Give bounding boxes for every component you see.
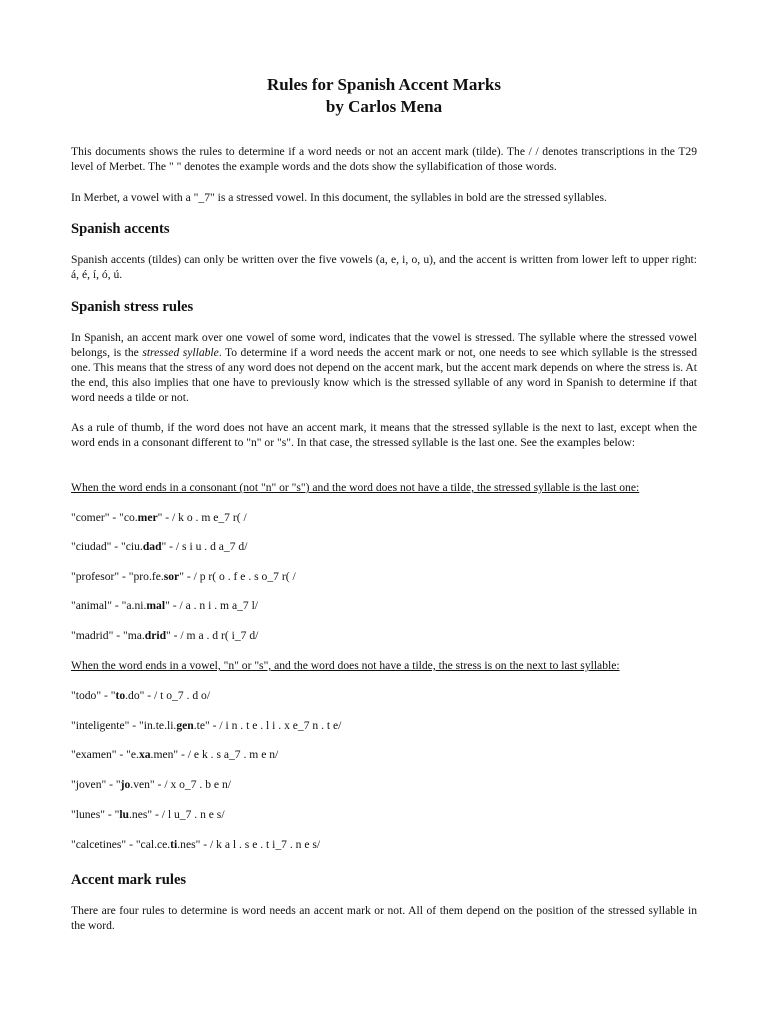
example-transcription: " - / a . n i . m a_7 l/ [165, 599, 259, 612]
stressed-syllable: gen [176, 719, 194, 732]
example-prefix: "calcetines" - "cal.ce. [71, 838, 171, 851]
example-prefix: "todo" - " [71, 689, 116, 702]
example-row [71, 510, 247, 525]
example-row [71, 628, 258, 643]
example-prefix: "inteligente" - "in.te.li. [71, 719, 177, 732]
intro-paragraph-1: This documents shows the rules to determine if a word needs or not an accent mark (tilde). The / / denotes transcriptions in the T29 level of Merbet. The " " denotes the example words and the dots show the syllabification of those words. [71, 145, 697, 173]
example-prefix: "comer" - "co. [71, 511, 138, 524]
intro-paragraph-2: In Merbet, a vowel with a "_7" is a stressed vowel. In this document, the syllables in bold are the stressed syllables. [71, 191, 607, 204]
example-transcription: .nes" - / k a l . s e . t i_7 . n e s/ [177, 838, 321, 851]
example-row [71, 747, 278, 762]
stressed-syllable: sor [163, 570, 180, 583]
example-prefix: "lunes" - " [71, 808, 120, 821]
accent-rules-paragraph: There are four rules to determine is word needs an accent mark or not. All of them depend on the position of the stressed syllable in the word. [71, 904, 697, 932]
example-row [71, 688, 210, 703]
stressed-syllable: ti [170, 838, 178, 851]
stressed-syllable: jo [120, 778, 131, 791]
example-transcription: .do" - / t o_7 . d o/ [125, 689, 211, 702]
heading-accent-mark-rules: Accent mark rules [71, 872, 187, 888]
stress-paragraph-2: As a rule of thumb, if the word does not have an accent mark, it means that the stressed syllable is the next to last, except when the word ends in a consonant different to "n" or "s". In that case, the stressed syllable is the last one. See the examples below: [71, 421, 697, 449]
stressed-syllable-term: stressed syllable [142, 346, 219, 359]
example-row [71, 718, 341, 733]
example-prefix: "profesor" - "pro.fe. [71, 570, 164, 583]
example-transcription: " - / p r( o . f e . s o_7 r( / [179, 570, 296, 583]
example-row [71, 539, 247, 554]
example-transcription: " - / m a . d r( i_7 d/ [166, 629, 259, 642]
accents-paragraph: Spanish accents (tildes) can only be written over the five vowels (a, e, i, o, u), and the accent is written from lower left to upper right: á, é, í, ó, ú. [71, 253, 697, 281]
stress-paragraph-1-part-b: . To determine if a word needs the accent mark or not, one needs to see which syllable is the stressed one. This means that the stress of any word does not depend on the accent mark, but the accent mark depends on where the stress is. At the end, this also implies that one have to previously know which is the stressed syllable of any word in Spanish to determine if that word needs a tilde or not. [71, 346, 698, 404]
heading-spanish-accents: Spanish accents [71, 221, 170, 237]
example-prefix: "madrid" - "ma. [71, 629, 145, 642]
example-row [71, 807, 225, 822]
document-title [0, 74, 768, 118]
example-row [71, 777, 231, 792]
example-transcription: " - / s i u . d a_7 d/ [161, 540, 248, 553]
example-transcription: .te" - / i n . t e . l i . x e_7 n . t e/ [193, 719, 342, 732]
example-row [71, 837, 320, 852]
rule-consonant-ending: When the word ends in a consonant (not "n" or "s") and the word does not have a tilde, the stressed syllable is the last one: [71, 481, 640, 494]
title-line-2: by Carlos Mena [325, 97, 443, 116]
stressed-syllable: drid [144, 629, 167, 642]
rule-vowel-ending: When the word ends in a vowel, "n" or "s", and the word does not have a tilde, the stress is on the next to last syllable: [71, 659, 620, 672]
stressed-syllable: mer [137, 511, 158, 524]
stress-paragraph-1 [71, 330, 697, 405]
stressed-syllable: dad [142, 540, 162, 553]
stressed-syllable: to [115, 689, 126, 702]
stressed-syllable: lu [119, 808, 129, 821]
example-row [71, 569, 296, 584]
stress-paragraph-1-part-a: In Spanish, an accent mark over one vowel of some word, indicates that the vowel is stressed. The syllable where the stressed vowel belongs, is the [71, 331, 697, 359]
example-transcription: .nes" - / l u_7 . n e s/ [129, 808, 225, 821]
example-transcription: .ven" - / x o_7 . b e n/ [130, 778, 231, 791]
heading-stress-rules: Spanish stress rules [71, 299, 194, 315]
stressed-syllable: mal [146, 599, 166, 612]
example-prefix: "examen" - "e. [71, 748, 139, 761]
title-line-1: Rules for Spanish Accent Marks [267, 75, 501, 94]
example-prefix: "ciudad" - "ciu. [71, 540, 143, 553]
example-prefix: "joven" - " [71, 778, 121, 791]
example-prefix: "animal" - "a.ni. [71, 599, 147, 612]
stressed-syllable: xa [138, 748, 151, 761]
example-transcription: " - / k o . m e_7 r( / [157, 511, 247, 524]
example-row [71, 598, 258, 613]
example-transcription: .men" - / e k . s a_7 . m e n/ [150, 748, 279, 761]
